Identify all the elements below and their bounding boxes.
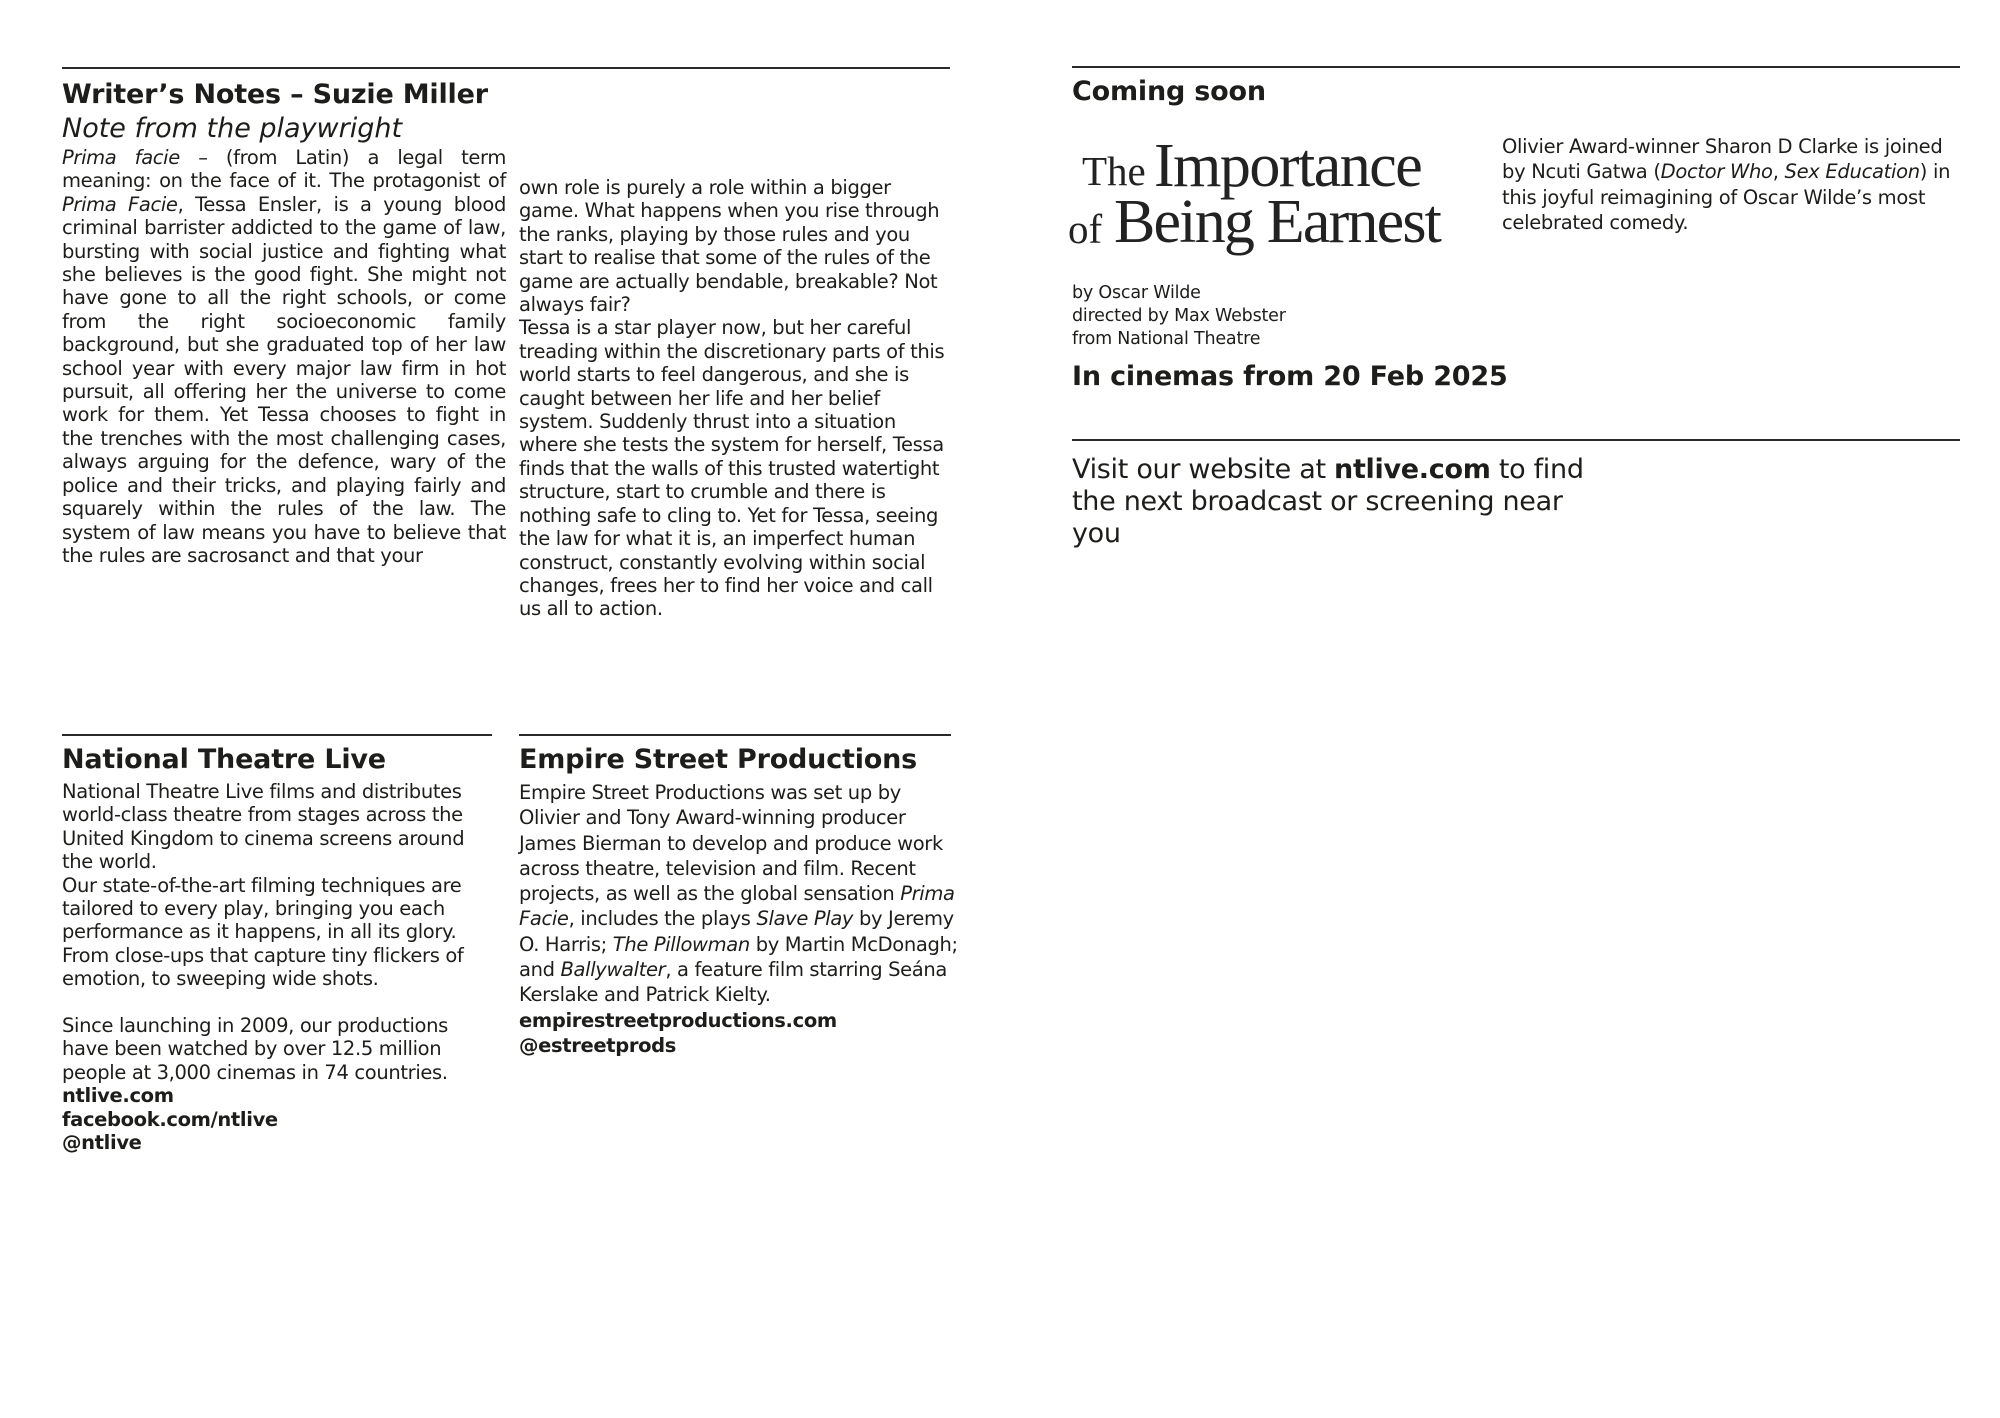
ntlive-para-2: Our state-of-the-art filming techniques are tailored to every play, bringing you each performance as it happens, in all its glory. From close-ups that capture tiny flickers of emotion, to sweeping wide shots. <box>62 873 464 991</box>
ntlive-heading: National Theatre Live <box>62 744 386 775</box>
coming-soon-blurb <box>1502 134 1960 235</box>
empire-work-3: The Pillowman <box>612 932 750 956</box>
writers-notes-header <box>62 78 522 146</box>
logo-being-earnest: Being Earnest <box>1114 188 1441 256</box>
visit-text-a: Visit our website at <box>1072 454 1335 485</box>
logo-importance: Importance <box>1154 132 1422 200</box>
blurb-text-b: ) in this joyful reimagining of Oscar Wilde’s most celebrated comedy. <box>1502 160 1951 234</box>
writers-notes-heading: Writer’s Notes – Suzie Miller <box>62 79 488 110</box>
writers-notes-para-2: Tessa is a star player now, but her careful treading within the discretionary parts of this world starts to feel dangerous, and she is caught between her life and her belief system. Suddenly thrust into a situation where she tests the system for herself, Tessa finds that the walls of this trusted watertight structure, start to crumble and there is nothing safe to cling to. Yet for Tessa, seeing the law for what it is, an imperfect human construct, constantly evolving within social changes, frees her to find her voice and call us all to action. <box>519 316 945 621</box>
empire-text-e: , a feature film starring Seána Kerslake and Patrick Kielty. <box>519 958 947 1007</box>
visit-text-b: to find the next broadcast or screening near you <box>1072 454 1584 549</box>
release-date: In cinemas from 20 Feb 2025 <box>1072 361 1508 392</box>
empire-body <box>519 780 959 1058</box>
logo-of: of <box>1068 206 1103 252</box>
empire-work-1: Prima Facie <box>519 882 955 931</box>
logo-the: The <box>1082 148 1146 194</box>
term-prima-facie: Prima facie <box>62 146 180 169</box>
writers-notes-column-2 <box>519 176 951 621</box>
writers-notes-text-2: , Tessa Ensler, is a young blood criminal barrister addicted to the game of law, bursting with social justice and fighting what she believes is the good fight. She might not have gone to all the right schools, or come from the right socioeconomic family background, but she graduated top of her law school year with every major law firm in hot pursuit, all offering her the universe to come work for them. Yet Tessa chooses to fight in the trenches with the most challenging cases, always arguing for the defence, wary of the police and their tricks, and playing fairly and squarely within the rules of the law. The system of law means you have to believe that the rules are sacrosanct and that your <box>62 192 506 567</box>
ntlive-body <box>62 780 492 1154</box>
empire-text-b: , includes the plays <box>568 907 757 931</box>
ntlive-para-3: Since launching in 2009, our productions have been watched by over 12.5 million people at 3,000 cinemas in 74 countries. <box>62 1014 448 1084</box>
empire-text-a: Empire Street Productions was set up by Olivier and Tony Award-winning producer James Bierman to develop and produce work across theatre, television and film. Recent projects, as well as the global sensation <box>519 781 943 906</box>
blurb-show-1: Doctor Who <box>1660 160 1773 184</box>
writers-notes-text-1: – (from Latin) a legal term meaning: on the face of it. The protagonist of <box>62 146 506 193</box>
ntlive-para-1: National Theatre Live films and distributes world-class theatre from stages across the United Kingdom to cinema screens around the world. <box>62 780 465 874</box>
blurb-show-2: Sex Education <box>1784 160 1920 184</box>
empire-work-4: Ballywalter <box>560 958 666 982</box>
writers-notes-para-1: own role is purely a role within a bigger game. What happens when you rise through the ranks, playing by those rules and you start to realise that some of the rules of the game are actually bendable, breakable? Not always fair? <box>519 176 940 317</box>
importance-of-being-earnest-logo <box>1068 132 1443 256</box>
ntlive-link-website[interactable]: ntlive.com <box>62 1084 174 1108</box>
credit-source: from National Theatre <box>1072 329 1261 349</box>
blurb-sep: , <box>1772 160 1785 184</box>
ntlive-link-facebook[interactable]: facebook.com/ntlive <box>62 1107 278 1131</box>
visit-rule <box>1072 439 1960 441</box>
empire-heading: Empire Street Productions <box>519 744 917 775</box>
empire-work-2: Slave Play <box>756 907 854 931</box>
writers-notes-subheading: Note from the playwright <box>62 113 403 144</box>
coming-soon-rule <box>1072 66 1960 68</box>
empire-text-d: by Martin McDonagh; and <box>519 932 958 982</box>
visit-site-link[interactable]: ntlive.com <box>1334 454 1491 485</box>
coming-soon-heading: Coming soon <box>1072 76 1266 107</box>
writers-notes-column-1 <box>62 146 506 567</box>
visit-website-text <box>1072 454 1612 550</box>
empire-link-handle[interactable]: @estreetprods <box>519 1033 677 1057</box>
ntlive-rule <box>62 734 492 736</box>
empire-text-c: by Jeremy O. Harris; <box>519 907 954 956</box>
credit-director: directed by Max Webster <box>1072 306 1286 326</box>
ntlive-link-handle[interactable]: @ntlive <box>62 1131 142 1155</box>
credit-author: by Oscar Wilde <box>1072 283 1201 303</box>
writers-notes-rule <box>62 67 950 69</box>
empire-rule <box>519 734 951 736</box>
production-credits <box>1072 282 1286 351</box>
play-title-prima-facie: Prima Facie <box>62 192 178 216</box>
blurb-text-a: Olivier Award-winner Sharon D Clarke is joined by Ncuti Gatwa ( <box>1502 135 1943 184</box>
empire-description <box>519 780 959 1008</box>
empire-link-website[interactable]: empirestreetproductions.com <box>519 1008 837 1032</box>
